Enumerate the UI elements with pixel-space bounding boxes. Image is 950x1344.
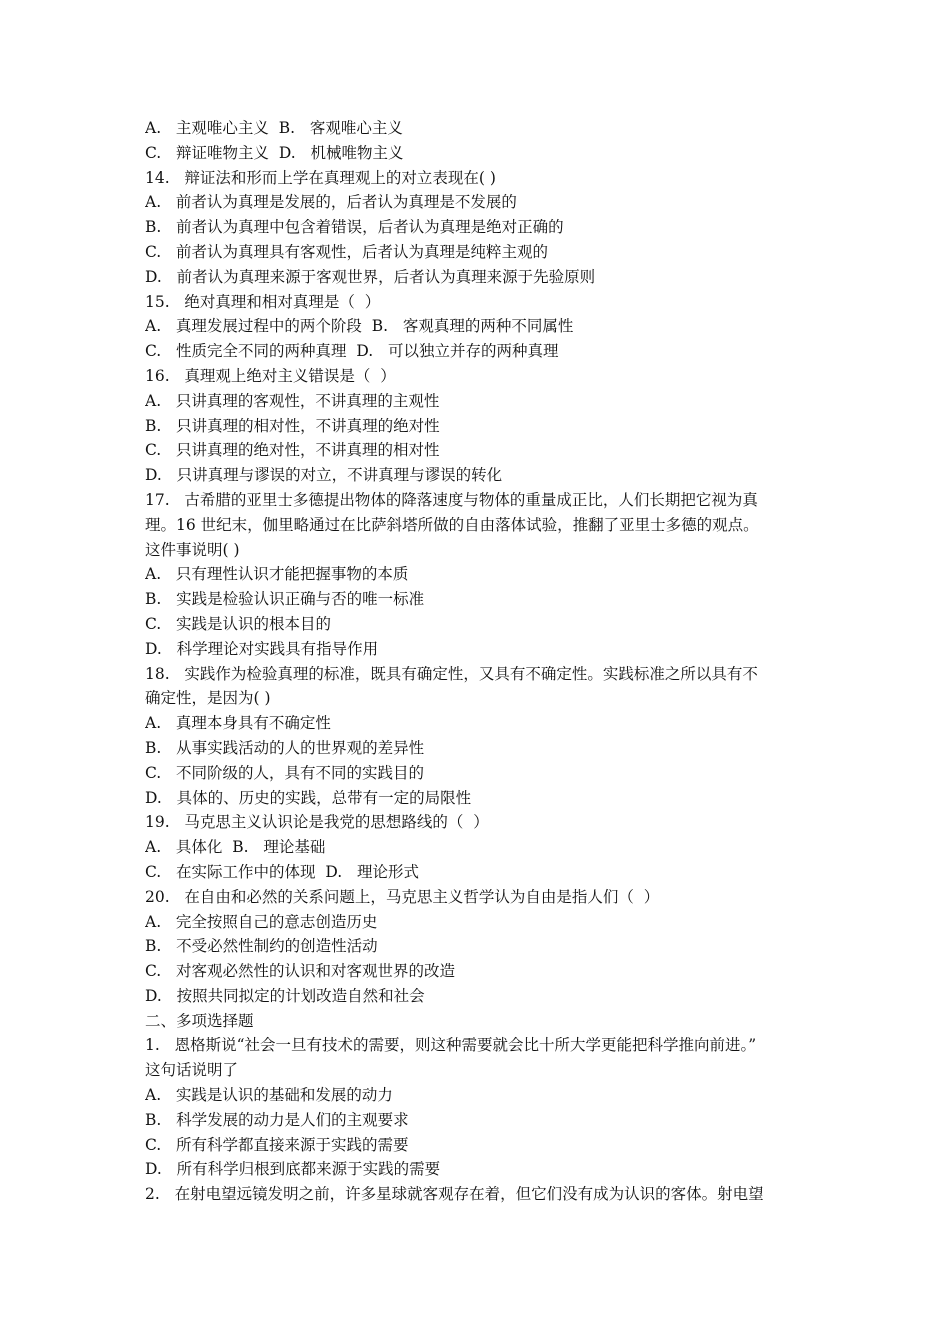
text-line: B. 实践是检验认识正确与否的唯一标准 [145,590,425,609]
text-line: B. 从事实践活动的人的世界观的差异性 [145,738,425,757]
text-line: 17. 古希腊的亚里士多德提出物体的降落速度与物体的重量成正比，人们长期把它视为真 [145,490,758,509]
document-body [145,116,810,1207]
text-line: B. 科学发展的动力是人们的主观要求 [145,1110,409,1129]
text-line: B. 前者认为真理中包含着错误，后者认为真理是绝对正确的 [145,218,564,237]
text-line: D. 科学理论对实践具有指导作用 [145,639,379,658]
text-line: A. 真理发展过程中的两个阶段 B. 客观真理的两种不同属性 [145,317,574,336]
text-line: 确定性，是因为( ) [145,689,271,708]
text-line: 理。16 世纪末，伽里略通过在比萨斜塔所做的自由落体试验，推翻了亚里士多德的观点。 [145,515,759,534]
text-line: A. 具体化 B. 理论基础 [145,838,326,857]
text-line: A. 实践是认识的基础和发展的动力 [145,1086,393,1105]
text-line: 19. 马克思主义认识论是我党的思想路线的（ ） [145,813,489,832]
text-line: D. 只讲真理与谬误的对立，不讲真理与谬误的转化 [145,466,503,485]
text-line: D. 具体的、历史的实践，总带有一定的局限性 [145,788,472,807]
text-line: 15. 绝对真理和相对真理是（ ） [145,292,381,311]
text-line: C. 对客观必然性的认识和对客观世界的改造 [145,962,456,981]
text-line: D. 按照共同拟定的计划改造自然和社会 [145,986,425,1005]
text-line: C. 辩证唯物主义 D. 机械唯物主义 [145,143,404,162]
text-line: B. 只讲真理的相对性，不讲真理的绝对性 [145,416,440,435]
text-line: 14. 辩证法和形而上学在真理观上的对立表现在( ) [145,168,496,187]
text-line: 18. 实践作为检验真理的标准，既具有确定性，又具有不确定性。实践标准之所以具有不 [145,664,758,683]
text-line: 1. 恩格斯说“社会一旦有技术的需要，则这种需要就会比十所大学更能把科学推向前进。” [145,1036,757,1055]
text-line: B. 不受必然性制约的创造性活动 [145,937,378,956]
text-line: C. 在实际工作中的体现 D. 理论形式 [145,862,419,881]
text-line: 20. 在自由和必然的关系问题上，马克思主义哲学认为自由是指人们（ ） [145,887,660,906]
text-line: A. 只讲真理的客观性，不讲真理的主观性 [145,391,440,410]
text-line: C. 性质完全不同的两种真理 D. 可以独立并存的两种真理 [145,342,559,361]
text-line: A. 真理本身具有不确定性 [145,714,331,733]
text-line: 16. 真理观上绝对主义错误是（ ） [145,366,396,385]
text-line: 2. 在射电望远镜发明之前，许多星球就客观存在着，但它们没有成为认识的客体。射电望 [145,1185,764,1204]
text-line: C. 前者认为真理具有客观性，后者认为真理是纯粹主观的 [145,242,549,261]
text-line: 二、多项选择题 [145,1011,254,1030]
text-line: A. 主观唯心主义 B. 客观唯心主义 [145,119,403,137]
text-line: C. 不同阶级的人，具有不同的实践目的 [145,763,425,782]
text-line: D. 前者认为真理来源于客观世界，后者认为真理来源于先验原则 [145,267,596,286]
text-line: D. 所有科学归根到底都来源于实践的需要 [145,1160,441,1179]
text-line: C. 只讲真理的绝对性，不讲真理的相对性 [145,441,440,460]
text-line: A. 只有理性认识才能把握事物的本质 [145,565,409,584]
text-line: C. 所有科学都直接来源于实践的需要 [145,1135,409,1154]
text-line: A. 完全按照自己的意志创造历史 [145,912,378,931]
text-line: 这件事说明( ) [145,540,240,559]
text-line: 这句话说明了 [145,1061,239,1080]
text-line: C. 实践是认识的根本目的 [145,614,332,633]
text-line: A. 前者认为真理是发展的，后者认为真理是不发展的 [145,193,517,212]
